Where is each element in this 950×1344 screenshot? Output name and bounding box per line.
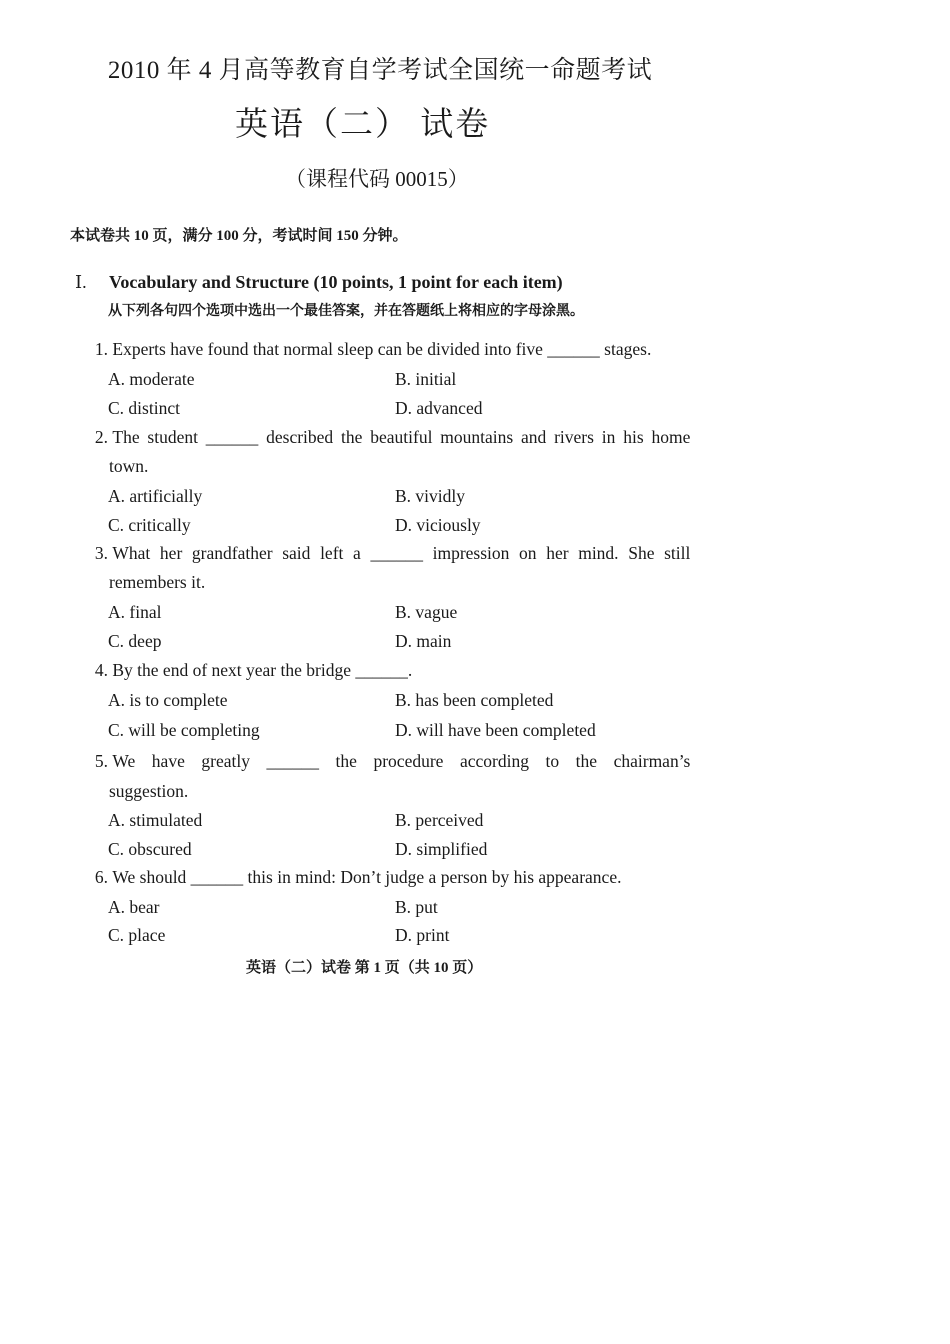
question-text-continued: suggestion. [109,781,189,801]
question-text: What her grandfather said left a ______ impression on her mind. She still [112,543,691,563]
option-a: A. is to complete [108,690,228,710]
question-text-continued: remembers it. [109,572,206,592]
section-title: Vocabulary and Structure (10 points, 1 point for each item) [109,272,563,292]
option-a: A. final [108,602,162,622]
section-number: Ⅰ. [75,272,87,292]
option-d: D. will have been completed [395,720,596,740]
option-a: A. artificially [108,486,203,506]
option-c: C. distinct [108,398,180,418]
exam-info: 本试卷共 10 页，满分 100 分，考试时间 150 分钟。 [70,228,408,244]
section-heading [75,272,563,293]
option-c: C. critically [108,515,191,535]
question-text: By the end of next year the bridge ______. [112,660,413,680]
option-d: D. advanced [395,398,483,418]
question-number: 3. [94,543,108,563]
option-c: C. will be completing [108,720,260,740]
option-b: B. vague [395,602,458,622]
option-d: D. main [395,631,452,651]
option-b: B. vividly [395,486,466,506]
question-number: 2. [94,427,108,447]
question-number: 4. [94,660,108,680]
question-1 [75,339,651,360]
question-text: We have greatly ______ the procedure according to the chairman’s [112,751,691,771]
question-3 [75,543,690,564]
option-b: B. initial [395,369,457,389]
question-6 [75,867,621,888]
option-c: C. deep [108,631,162,651]
option-b: B. perceived [395,810,484,830]
question-number: 1. [94,339,108,359]
option-d: D. viciously [395,515,481,535]
option-b: B. put [395,897,438,917]
question-text-continued: town. [109,456,149,476]
option-b: B. has been completed [395,690,554,710]
question-text: Experts have found that normal sleep can be divided into five ______ stages. [112,339,652,359]
option-a: A. bear [108,897,160,917]
question-number: 5. [94,751,108,771]
section-instruction: 从下列各句四个选项中选出一个最佳答案，并在答题纸上将相应的字母涂黑。 [108,304,584,319]
option-d: D. print [395,925,450,945]
subject-title: 英语（二） 试卷 [235,107,491,143]
question-2 [75,427,690,448]
question-5 [75,751,690,772]
option-a: A. moderate [108,369,195,389]
question-number: 6. [94,867,108,887]
exam-title: 2010 年 4 月高等教育自学考试全国统一命题考试 [107,57,653,84]
course-code: （课程代码 00015） [285,167,469,191]
option-a: A. stimulated [108,810,203,830]
option-c: C. place [108,925,166,945]
option-d: D. simplified [395,839,488,859]
question-text: The student ______ described the beautiful mountains and rivers in his home [112,427,691,447]
page-footer: 英语（二）试卷 第 1 页（共 10 页） [246,960,483,976]
option-c: C. obscured [108,839,192,859]
question-4 [75,660,412,681]
question-text: We should ______ this in mind: Don’t judge a person by his appearance. [112,867,622,887]
